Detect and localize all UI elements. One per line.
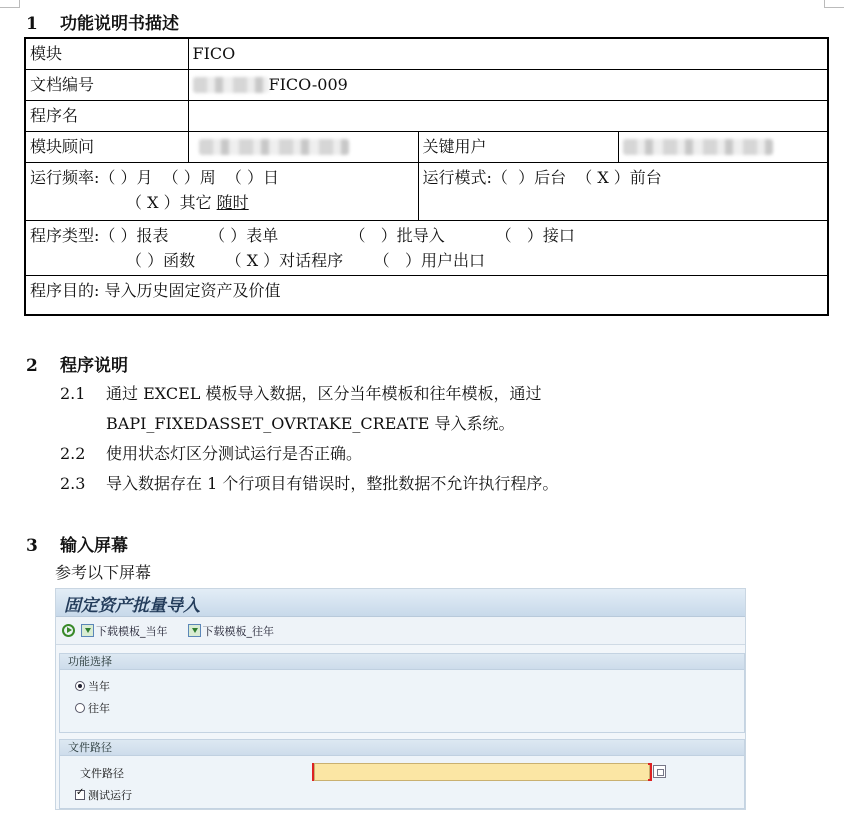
docno-value: FICO-009 <box>268 74 348 94</box>
type-line-1: 程序类型:（ ）报表 （ ）表单 （ ）批导入 （ ）接口 <box>30 225 575 245</box>
radio-label: 往年 <box>88 702 110 715</box>
section-3-heading <box>26 531 128 556</box>
frequency-line-2 <box>30 193 249 212</box>
screen-note: 参考以下屏幕 <box>55 563 152 582</box>
list-item <box>60 441 362 464</box>
program-value <box>188 100 828 131</box>
file-path-group <box>59 739 745 809</box>
docno-label: 文档编号 <box>25 69 188 100</box>
function-selection-group <box>59 653 745 733</box>
item-text: BAPI_FIXEDASSET_OVRTAKE_CREATE 导入系统。 <box>106 414 515 433</box>
section-2-heading <box>26 351 128 376</box>
program-label: 程序名 <box>25 100 188 131</box>
section-title: 输入屏幕 <box>60 536 128 556</box>
value-help-icon[interactable] <box>653 765 666 778</box>
button-label: 下载模板_往年 <box>202 624 274 638</box>
keyuser-label: 关键用户 <box>418 131 618 162</box>
download-icon <box>81 624 94 637</box>
sap-selection-screen <box>55 588 746 810</box>
section-1-heading <box>26 9 179 34</box>
button-label: 下载模板_当年 <box>96 624 168 638</box>
frequency-other-value: 随时 <box>216 192 249 212</box>
list-item <box>60 381 542 404</box>
module-value: FICO <box>188 38 828 69</box>
group-header: 文件路径 <box>60 740 744 756</box>
frequency-other: （ X ）其它 <box>126 192 212 212</box>
download-icon <box>188 624 201 637</box>
download-template-current-year-button[interactable] <box>81 623 168 639</box>
list-item <box>60 471 558 494</box>
radio-previous-year[interactable] <box>75 700 110 716</box>
page-corner-mark-right <box>824 0 844 8</box>
spec-table <box>24 37 829 316</box>
radio-button[interactable] <box>75 681 85 691</box>
redacted-block <box>623 139 773 155</box>
download-template-previous-year-button[interactable] <box>188 623 275 639</box>
checkbox[interactable] <box>75 790 85 800</box>
consultant-label: 模块顾问 <box>25 131 188 162</box>
section-number: 3 <box>26 536 38 556</box>
type-line-2: （ ）函数 （ X ）对话程序 （ ）用户出口 <box>126 250 485 270</box>
list-item <box>60 411 515 434</box>
frequency-line-1: 运行频率:（ ）月 （ ）周 （ ）日 <box>30 167 279 187</box>
docno-cell <box>188 69 828 100</box>
item-number: 2.2 <box>60 444 86 463</box>
run-mode-cell: 运行模式:（ ）后台 （ X ）前台 <box>418 162 828 220</box>
radio-button[interactable] <box>75 703 85 713</box>
checkbox-label: 测试运行 <box>88 789 132 802</box>
item-text: 使用状态灯区分测试运行是否正确。 <box>106 444 363 463</box>
item-text: 导入数据存在 1 个行项目有错误时，整批数据不允许执行程序。 <box>106 474 559 493</box>
program-type-cell <box>25 220 828 275</box>
section-title: 程序说明 <box>60 356 128 376</box>
section-number: 2 <box>26 356 38 376</box>
redacted-block <box>199 139 349 155</box>
execute-icon[interactable] <box>62 624 75 637</box>
item-number: 2.3 <box>60 474 86 493</box>
consultant-value <box>188 131 418 162</box>
group-header: 功能选择 <box>60 654 744 670</box>
item-text: 通过 EXCEL 模板导入数据，区分当年模板和往年模板，通过 <box>106 384 542 403</box>
sap-screen-title: 固定资产批量导入 <box>56 589 745 617</box>
item-number: 2.1 <box>60 384 86 403</box>
keyuser-value <box>618 131 828 162</box>
file-path-input[interactable] <box>314 763 650 781</box>
section-title: 功能说明书描述 <box>60 14 179 34</box>
radio-label: 当年 <box>88 680 110 693</box>
file-path-label: 文件路径 <box>80 767 124 780</box>
page-corner-mark-left <box>0 0 20 8</box>
test-run-checkbox[interactable] <box>75 787 132 803</box>
program-purpose: 程序目的: 导入历史固定资产及价值 <box>25 275 828 315</box>
section-number: 1 <box>26 14 38 34</box>
redacted-block <box>193 77 269 93</box>
module-label: 模块 <box>25 38 188 69</box>
run-frequency-cell <box>25 162 418 220</box>
sap-toolbar <box>56 617 745 645</box>
radio-current-year[interactable] <box>75 678 110 694</box>
required-marker <box>648 763 652 781</box>
